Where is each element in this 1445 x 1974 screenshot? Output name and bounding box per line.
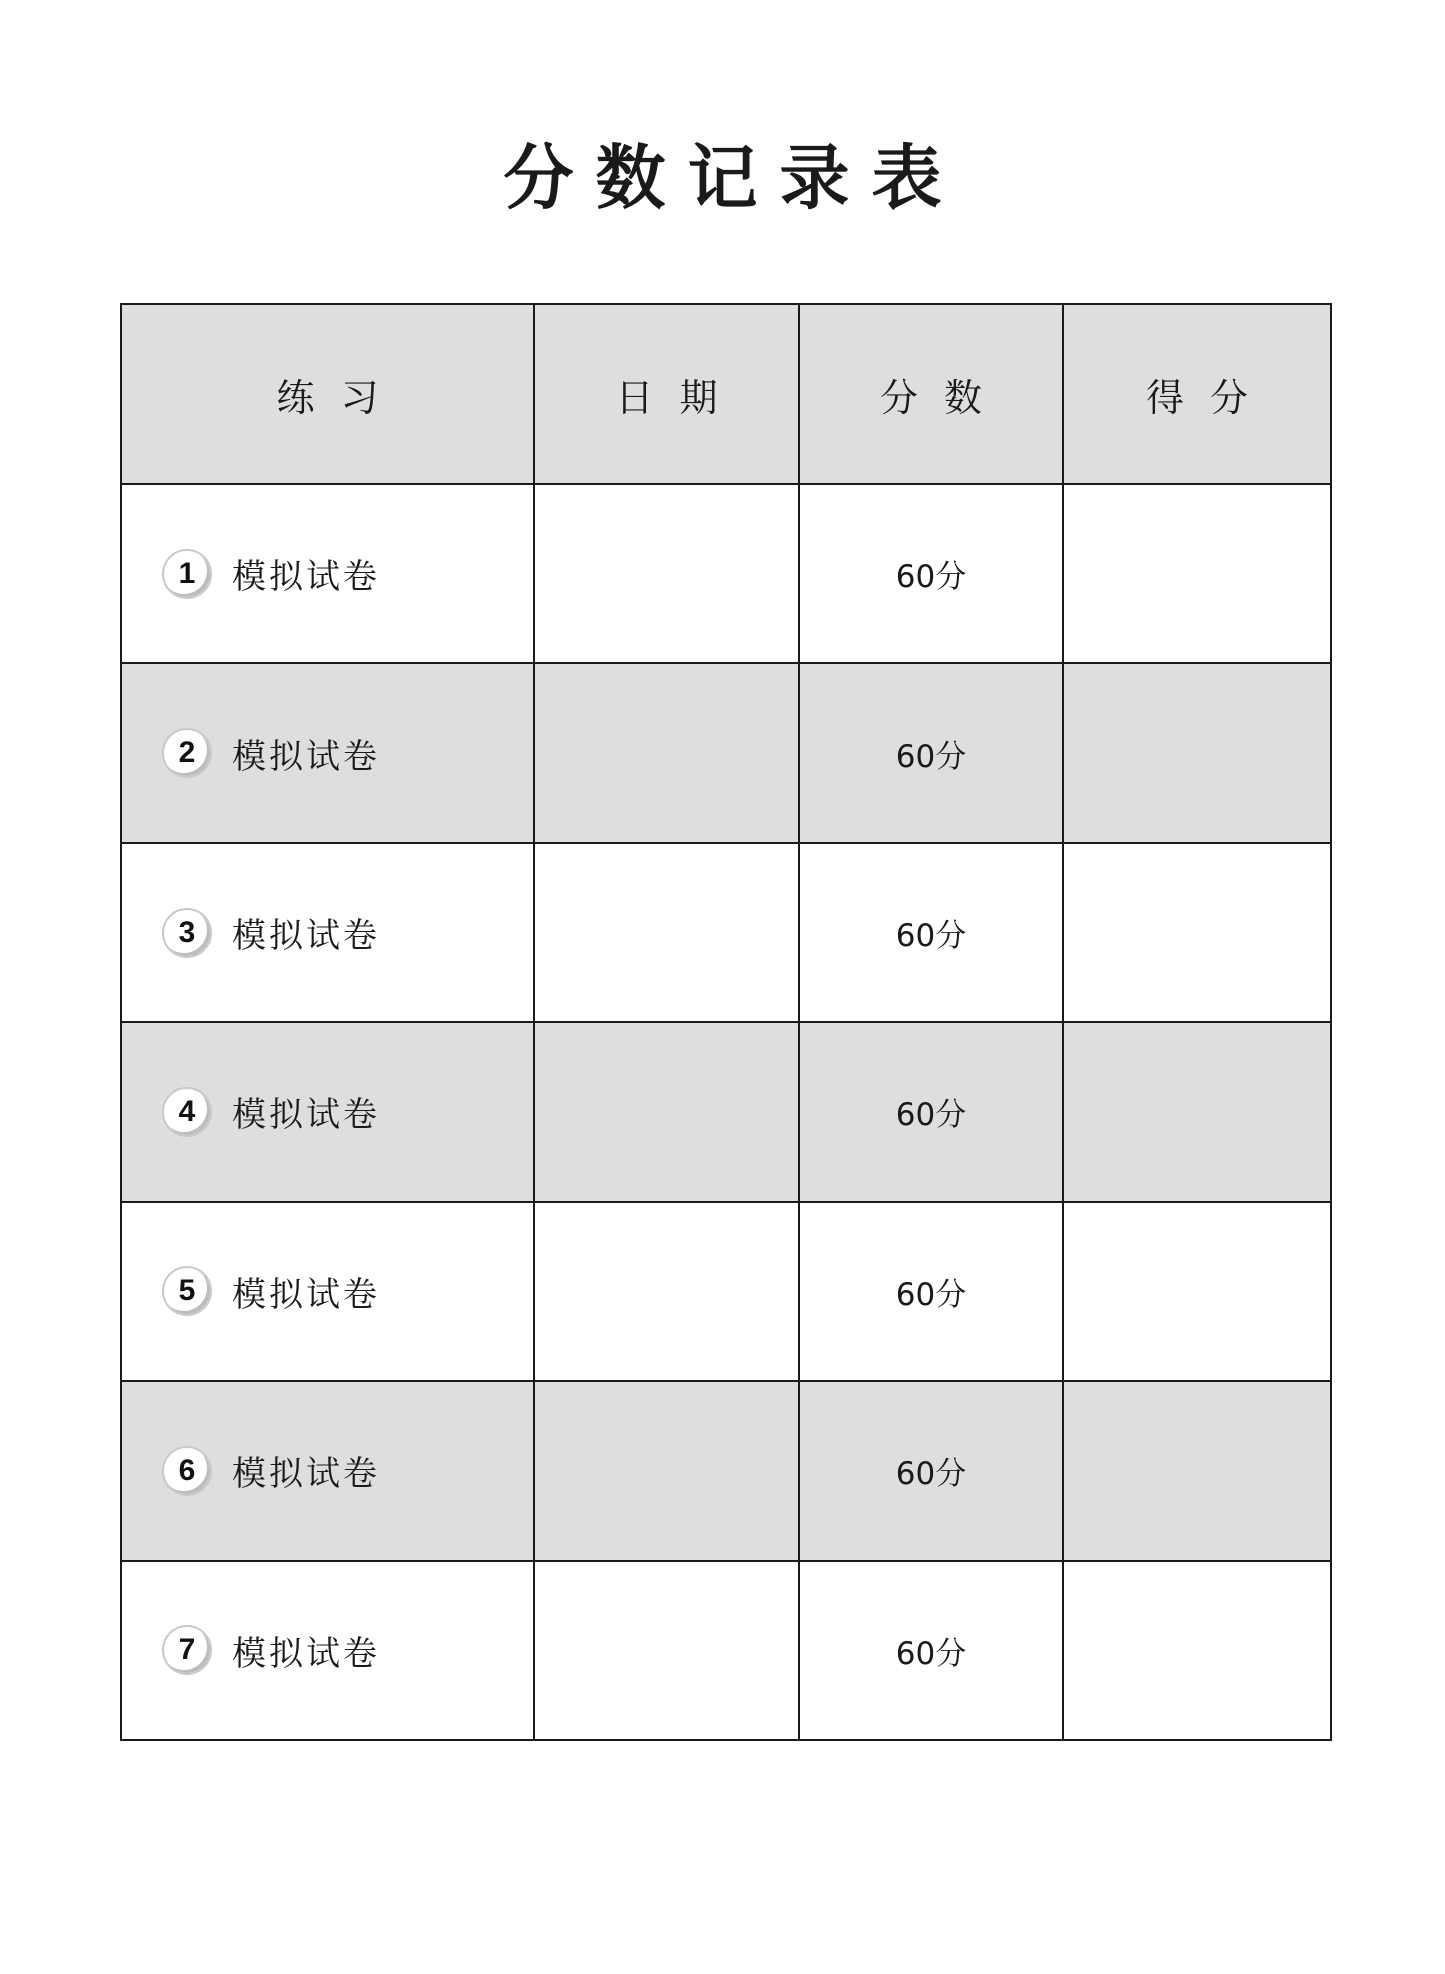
earned-cell[interactable]	[1063, 663, 1331, 842]
table-header-row	[121, 304, 1331, 484]
table-row	[121, 1561, 1331, 1740]
score-cell: 60分	[799, 1202, 1063, 1381]
exercise-entry	[162, 549, 533, 599]
exercise-label: 模拟试卷	[232, 916, 380, 957]
exercise-label: 模拟试卷	[232, 557, 380, 598]
table-row	[121, 1022, 1331, 1201]
number-badge: 4	[162, 1087, 212, 1137]
number-badge: 5	[162, 1266, 212, 1316]
exercise-cell	[121, 484, 534, 663]
exercise-entry	[162, 728, 533, 778]
score-cell: 60分	[799, 1022, 1063, 1201]
date-cell[interactable]	[534, 663, 799, 842]
earned-cell[interactable]	[1063, 1561, 1331, 1740]
date-cell[interactable]	[534, 484, 799, 663]
earned-cell[interactable]	[1063, 843, 1331, 1022]
date-cell[interactable]	[534, 843, 799, 1022]
number-badge: 2	[162, 728, 212, 778]
table-row	[121, 843, 1331, 1022]
earned-cell[interactable]	[1063, 1381, 1331, 1560]
exercise-label: 模拟试卷	[232, 1633, 380, 1674]
exercise-entry	[162, 1266, 533, 1316]
exercise-cell	[121, 663, 534, 842]
number-badge: 3	[162, 908, 212, 958]
number-badge: 1	[162, 549, 212, 599]
exercise-cell	[121, 1561, 534, 1740]
table-row	[121, 663, 1331, 842]
date-cell[interactable]	[534, 1561, 799, 1740]
exercise-label: 模拟试卷	[232, 1274, 380, 1315]
exercise-label: 模拟试卷	[232, 736, 380, 777]
number-badge: 6	[162, 1446, 212, 1496]
exercise-entry	[162, 1446, 533, 1496]
earned-cell[interactable]	[1063, 1022, 1331, 1201]
exercise-entry	[162, 1625, 533, 1675]
number-badge: 7	[162, 1625, 212, 1675]
earned-cell[interactable]	[1063, 484, 1331, 663]
score-record-table	[120, 303, 1332, 1741]
page-title: 分数记录表	[503, 137, 964, 219]
table-row	[121, 1202, 1331, 1381]
score-cell: 60分	[799, 843, 1063, 1022]
score-cell: 60分	[799, 484, 1063, 663]
exercise-entry	[162, 1087, 533, 1137]
header-date: 日期	[534, 304, 799, 484]
exercise-cell	[121, 1022, 534, 1201]
header-exercise: 练习	[121, 304, 534, 484]
exercise-label: 模拟试卷	[232, 1454, 380, 1495]
score-cell: 60分	[799, 1381, 1063, 1560]
table-row	[121, 1381, 1331, 1560]
score-cell: 60分	[799, 663, 1063, 842]
date-cell[interactable]	[534, 1381, 799, 1560]
date-cell[interactable]	[534, 1022, 799, 1201]
earned-cell[interactable]	[1063, 1202, 1331, 1381]
header-score: 分数	[799, 304, 1063, 484]
exercise-cell	[121, 1202, 534, 1381]
table-row	[121, 484, 1331, 663]
exercise-entry	[162, 908, 533, 958]
date-cell[interactable]	[534, 1202, 799, 1381]
exercise-cell	[121, 843, 534, 1022]
exercise-label: 模拟试卷	[232, 1095, 380, 1136]
score-cell: 60分	[799, 1561, 1063, 1740]
exercise-cell	[121, 1381, 534, 1560]
header-earned: 得分	[1063, 304, 1331, 484]
